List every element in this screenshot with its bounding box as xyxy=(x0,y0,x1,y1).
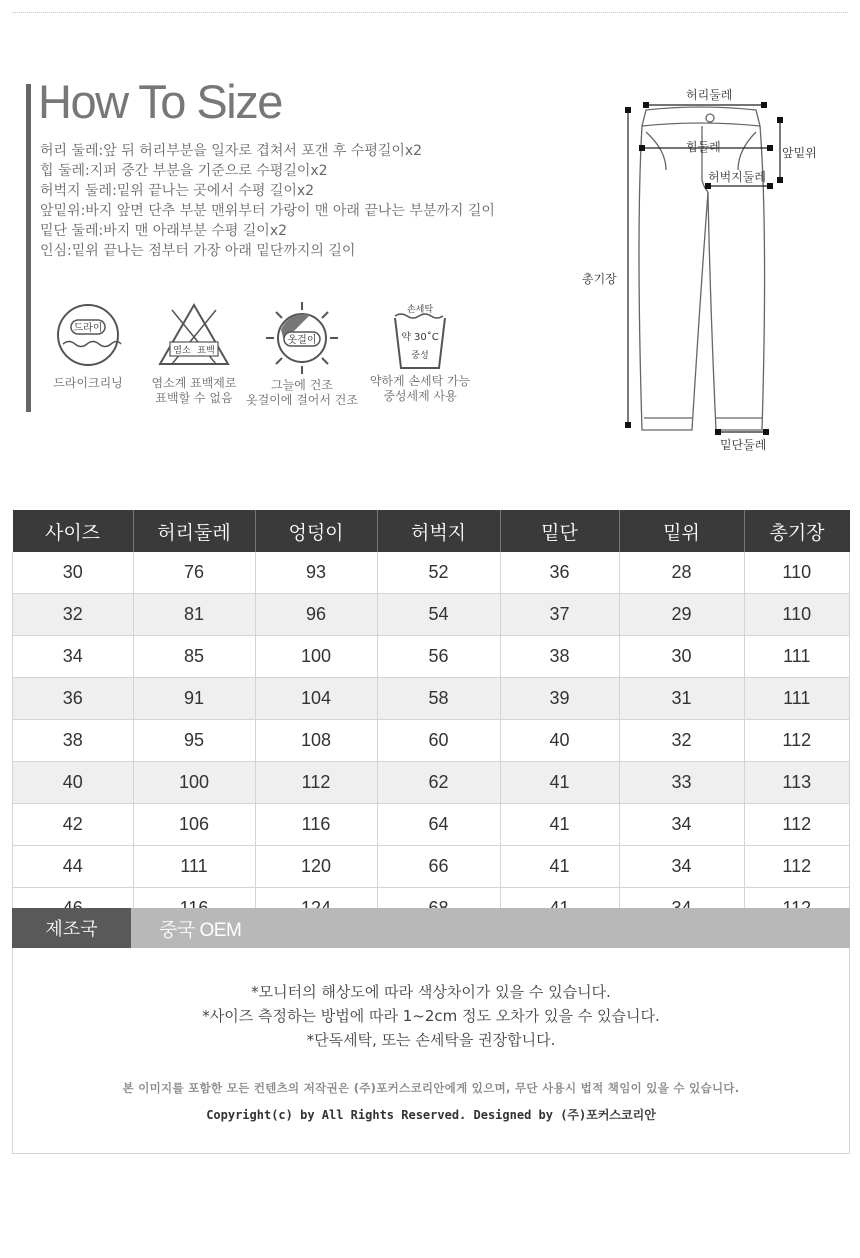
shade-dry-icon xyxy=(264,300,340,376)
table-cell: 116 xyxy=(255,804,377,846)
table-cell: 28 xyxy=(619,552,744,594)
table-row xyxy=(13,762,850,804)
guide-title: How To Size xyxy=(38,75,282,128)
guide-line-waist: 허리 둘레:앞 뒤 허리부분을 일자로 겹쳐서 포갠 후 수평길이x2 xyxy=(40,143,423,159)
care-dry-clean-caption: 드라이크리닝 xyxy=(53,376,123,390)
dry-clean-icon xyxy=(53,300,123,370)
label-front-rise: 앞밑위 xyxy=(782,146,817,160)
care-dry-clean xyxy=(28,300,148,391)
note-measurement: *사이즈 측정하는 방법에 따라 1~2cm 정도 오차가 있을 수 있습니다. xyxy=(202,1007,660,1025)
size-table xyxy=(12,510,850,930)
header-hip: 엉덩이 xyxy=(255,510,377,552)
table-cell: 81 xyxy=(133,594,255,636)
table-cell: 112 xyxy=(744,804,850,846)
table-cell: 38 xyxy=(13,720,134,762)
table-cell: 37 xyxy=(500,594,619,636)
table-row xyxy=(13,720,850,762)
table-cell: 36 xyxy=(500,552,619,594)
care-shade-dry-caption-1: 그늘에 건조 xyxy=(271,378,333,392)
header-waist: 허리둘레 xyxy=(133,510,255,552)
table-cell: 93 xyxy=(255,552,377,594)
table-cell: 96 xyxy=(255,594,377,636)
label-thigh: 허벅지둘레 xyxy=(708,170,766,184)
label-total-length: 총기장 xyxy=(582,272,617,286)
header-total-length: 총기장 xyxy=(744,510,850,552)
header-thigh: 허벅지 xyxy=(377,510,500,552)
table-cell: 30 xyxy=(619,636,744,678)
table-cell: 56 xyxy=(377,636,500,678)
table-cell: 34 xyxy=(619,804,744,846)
origin-label: 제조국 xyxy=(12,908,131,948)
svg-text:중성: 중성 xyxy=(411,351,429,361)
table-cell: 66 xyxy=(377,846,500,888)
table-cell: 111 xyxy=(744,636,850,678)
table-cell: 113 xyxy=(744,762,850,804)
label-hem: 밑단둘레 xyxy=(720,438,767,452)
note-washing: *단독세탁, 또는 손세탁을 권장합니다. xyxy=(306,1031,556,1049)
table-cell: 112 xyxy=(744,720,850,762)
guide-line-hip: 힙 둘레:지퍼 중간 부분을 기준으로 수평길이x2 xyxy=(40,163,328,179)
top-divider xyxy=(12,12,848,13)
table-cell: 110 xyxy=(744,552,850,594)
svg-text:염소: 염소 xyxy=(173,346,191,356)
table-row xyxy=(13,846,850,888)
care-no-bleach-caption-1: 염소계 표백제로 xyxy=(151,376,237,390)
table-cell: 60 xyxy=(377,720,500,762)
table-cell: 33 xyxy=(619,762,744,804)
table-cell: 32 xyxy=(13,594,134,636)
designed-by: Copyright(c) by All Rights Reserved. Designed by (주)포커스코리안 xyxy=(206,1108,656,1122)
table-cell: 54 xyxy=(377,594,500,636)
table-cell: 34 xyxy=(13,636,134,678)
label-hip: 힙둘레 xyxy=(686,140,721,154)
table-cell: 41 xyxy=(500,804,619,846)
table-cell: 62 xyxy=(377,762,500,804)
care-hand-wash xyxy=(360,300,480,404)
table-cell: 85 xyxy=(133,636,255,678)
table-cell: 120 xyxy=(255,846,377,888)
copyright-notice: 본 이미지를 포함한 모든 컨텐츠의 저작권은 (주)포커스코리안에게 있으며, 무단 사용시 법적 책임이 있을 수 있습니다. xyxy=(122,1081,740,1095)
table-cell: 29 xyxy=(619,594,744,636)
no-bleach-icon xyxy=(154,300,234,370)
notice-box xyxy=(12,948,850,1154)
table-cell: 58 xyxy=(377,678,500,720)
care-no-bleach xyxy=(134,300,254,406)
table-cell: 100 xyxy=(255,636,377,678)
table-cell: 30 xyxy=(13,552,134,594)
table-cell: 42 xyxy=(13,804,134,846)
table-cell: 100 xyxy=(133,762,255,804)
table-cell: 38 xyxy=(500,636,619,678)
svg-text:손세탁: 손세탁 xyxy=(406,305,434,315)
guide-line-thigh: 허벅지 둘레:밑위 끝나는 곳에서 수평 길이x2 xyxy=(40,183,315,199)
guide-line-front-rise: 앞밑위:바지 앞면 단추 부분 맨위부터 가랑이 맨 아래 끝나는 부분까지 길이 xyxy=(40,203,495,219)
table-cell: 41 xyxy=(500,762,619,804)
table-cell: 95 xyxy=(133,720,255,762)
table-row xyxy=(13,804,850,846)
svg-text:표백: 표백 xyxy=(197,346,215,356)
table-cell: 44 xyxy=(13,846,134,888)
table-row xyxy=(13,594,850,636)
care-hand-wash-caption-1: 약하게 손세탁 가능 xyxy=(369,374,471,388)
svg-text:옷걸이: 옷걸이 xyxy=(287,335,317,346)
table-cell: 32 xyxy=(619,720,744,762)
care-hand-wash-caption-2: 중성세제 사용 xyxy=(383,389,457,403)
origin-row xyxy=(12,908,850,948)
table-cell: 31 xyxy=(619,678,744,720)
care-no-bleach-caption-2: 표백할 수 없음 xyxy=(155,391,233,405)
table-cell: 111 xyxy=(744,678,850,720)
header-rise: 밑위 xyxy=(619,510,744,552)
table-cell: 41 xyxy=(500,846,619,888)
care-shade-dry xyxy=(242,300,362,408)
guide-instructions xyxy=(40,141,495,261)
table-row xyxy=(13,552,850,594)
table-cell: 104 xyxy=(255,678,377,720)
pants-measurement-diagram xyxy=(570,80,850,460)
table-cell: 112 xyxy=(744,846,850,888)
table-cell: 40 xyxy=(500,720,619,762)
table-cell: 36 xyxy=(13,678,134,720)
table-cell: 110 xyxy=(744,594,850,636)
table-cell: 108 xyxy=(255,720,377,762)
svg-text:드라이: 드라이 xyxy=(73,323,103,334)
table-cell: 39 xyxy=(500,678,619,720)
label-waist: 허리둘레 xyxy=(686,88,733,102)
table-cell: 64 xyxy=(377,804,500,846)
notes xyxy=(13,980,849,1052)
table-cell: 52 xyxy=(377,552,500,594)
table-row xyxy=(13,678,850,720)
guide-line-hem: 밑단 둘레:바지 맨 아래부분 수평 길이x2 xyxy=(40,223,288,239)
note-monitor: *모니터의 해상도에 따라 색상차이가 있을 수 있습니다. xyxy=(251,983,611,1001)
table-cell: 91 xyxy=(133,678,255,720)
size-table-header xyxy=(13,510,850,552)
hand-wash-icon xyxy=(385,300,455,372)
table-cell: 106 xyxy=(133,804,255,846)
origin-value: 중국 OEM xyxy=(131,908,850,948)
table-cell: 112 xyxy=(255,762,377,804)
header-hem: 밑단 xyxy=(500,510,619,552)
care-shade-dry-caption-2: 옷걸이에 걸어서 건조 xyxy=(246,393,358,407)
table-cell: 34 xyxy=(619,846,744,888)
table-cell: 40 xyxy=(13,762,134,804)
table-cell: 76 xyxy=(133,552,255,594)
svg-text:약 30˚C: 약 30˚C xyxy=(401,332,439,343)
header-size: 사이즈 xyxy=(13,510,134,552)
table-row xyxy=(13,636,850,678)
table-cell: 111 xyxy=(133,846,255,888)
guide-line-inseam: 인심:밑위 끝나는 점부터 가장 아래 밑단까지의 길이 xyxy=(40,243,356,259)
